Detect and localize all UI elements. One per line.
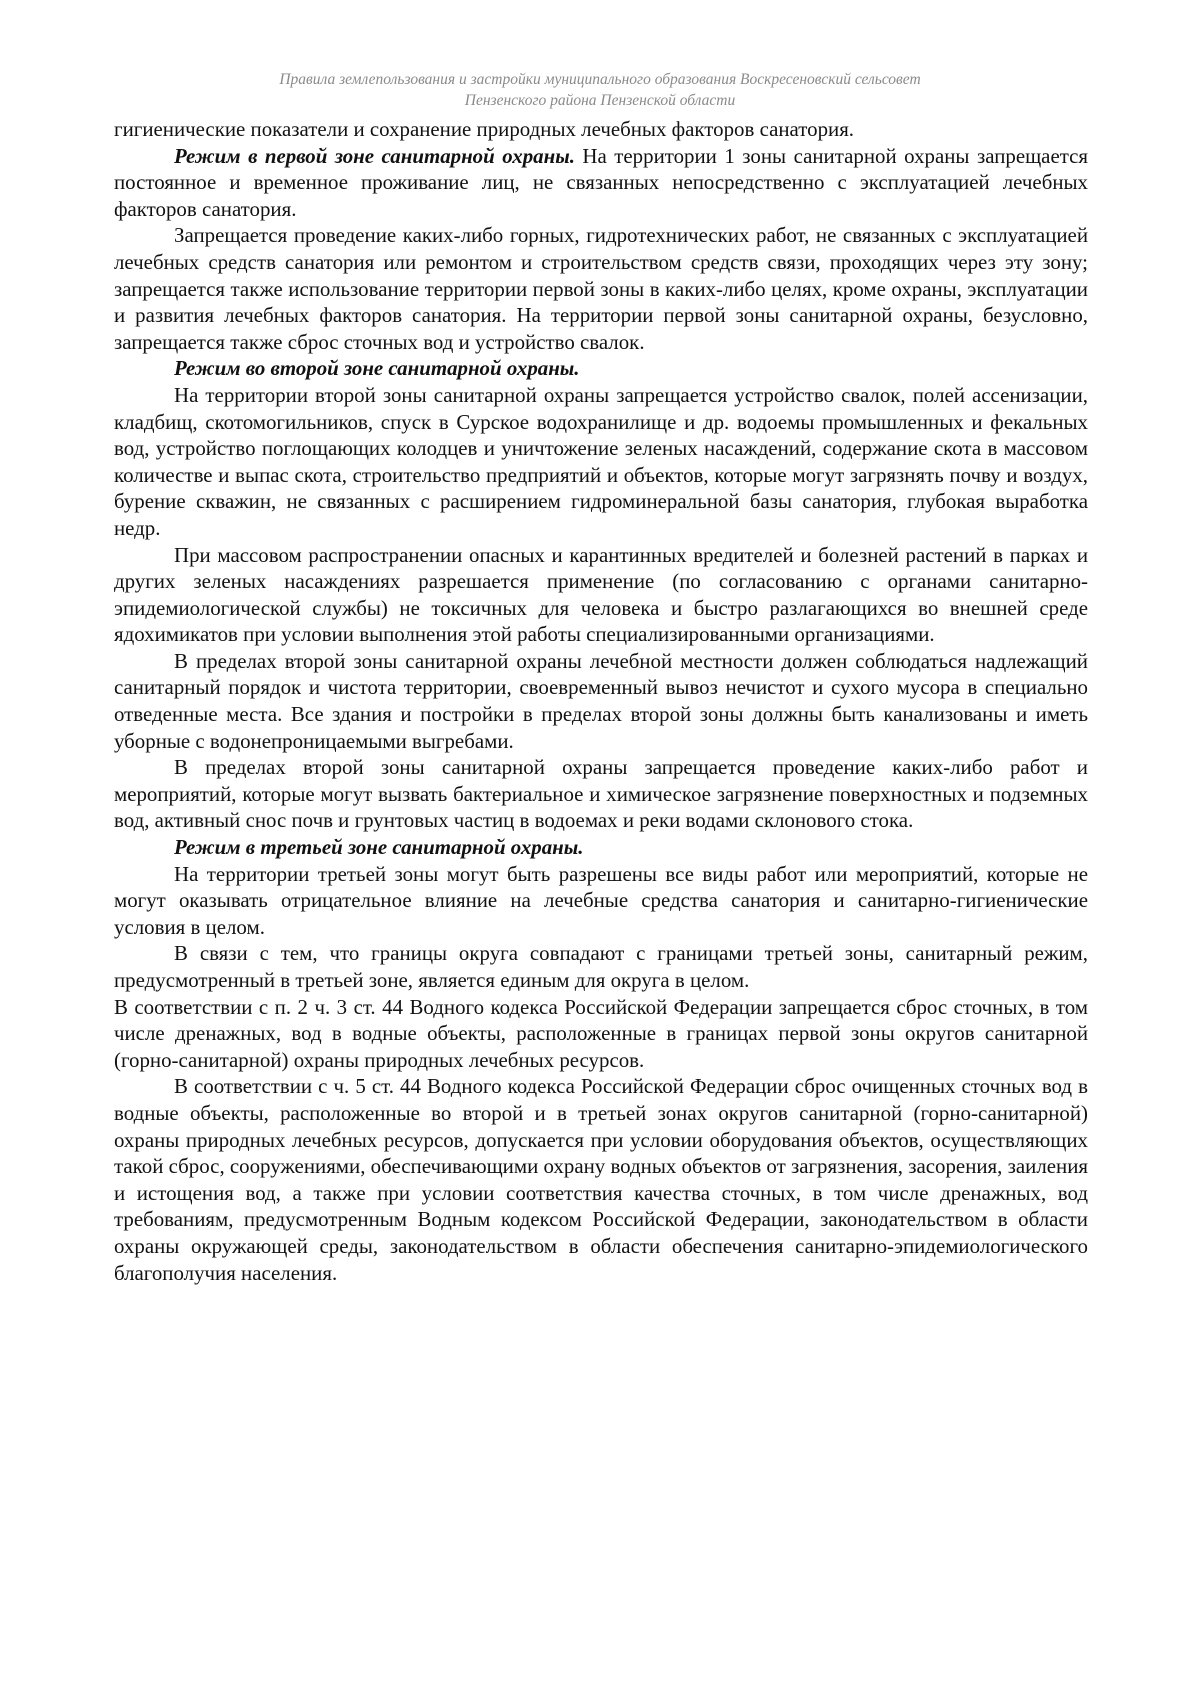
paragraph-zone2-pollution: В пределах второй зоны санитарной охраны запрещается проведение каких-либо работ и мероприятий, которые могут вызвать бактериальное и химическое загрязнение поверхностных и подземных вод, активный снос почв и грунтовых частиц в водоемах и реки водами склонового стока. bbox=[114, 755, 1088, 833]
paragraph-zone2-pesticides: При массовом распространении опасных и карантинных вредителей и болезней растений в парках и других зеленых насаждениях разрешается применение (по согласованию с органами санитарно-эпидемиологической службы) не токсичных для человека и быстро разлагающихся во внешней среде ядохимикатов при условии выполнения этой работы специализированными организациями. bbox=[114, 542, 1088, 647]
paragraph-zone1-prohibitions: Запрещается проведение каких-либо горных, гидротехнических работ, не связанных с эксплуатацией лечебных средств санатория или ремонтом и строительством средств связи, проходящих через эту зону; запрещается также использование территории первой зоны в каких-либо целях, кроме охраны, эксплуатации и развития лечебных факторов санатория. На территории первой зоны санитарной охраны, безусловно, запрещается также сброс сточных вод и устройство свалок. bbox=[114, 223, 1088, 354]
paragraph-zone1-regime bbox=[114, 143, 1088, 223]
heading-zone3: Режим в третьей зоне санитарной охраны. bbox=[174, 835, 584, 860]
paragraph-water-code-zone1: В соответствии с п. 2 ч. 3 ст. 44 Водного кодекса Российской Федерации запрещается сброс сточных, в том числе дренажных, вод в водные объекты, расположенные в границах первой зоны округов санитарной (горно-санитарной) охраны природных лечебных ресурсов. bbox=[114, 994, 1088, 1072]
paragraph-zone3-boundaries: В связи с тем, что границы округа совпадают с границами третьей зоны, санитарный режим, предусмотренный в третьей зоне, является единым для округа в целом. bbox=[114, 941, 1088, 992]
paragraph-water-code-zone2-3: В соответствии с ч. 5 ст. 44 Водного кодекса Российской Федерации сброс очищенных сточных вод в водные объекты, расположенные во второй и в третьей зонах округов санитарной (горно-санитарной) охраны природных лечебных ресурсов, допускается при условии оборудования объектов, осуществляющих такой сброс, сооружениями, обеспечивающими охрану водных объектов от загрязнения, засорения, заиления и истощения вод, а также при условии соответствия качества сточных, в том числе дренажных, вод требованиям, предусмотренным Водным кодексом Российской Федерации, законодательством в области охраны окружающей среды, законодательством в области обеспечения санитарно-эпидемиологического благополучия населения. bbox=[114, 1074, 1088, 1285]
paragraph-zone1-text: На территории 1 зоны санитарной охраны запрещается постоянное и временное проживание лиц, не связанных непосредственно с эксплуатацией лечебных факторов санатория. bbox=[114, 143, 1088, 221]
document-body bbox=[114, 116, 1088, 1286]
heading-zone1: Режим в первой зоне санитарной охраны. bbox=[174, 143, 575, 168]
paragraph-continuation: гигиенические показатели и сохранение природных лечебных факторов санатория. bbox=[114, 117, 855, 141]
running-header-line1: Правила землепользования и застройки муниципального образования Воскресеновский сельсовет bbox=[279, 71, 921, 88]
paragraph-zone2-sanitation: В пределах второй зоны санитарной охраны лечебной местности должен соблюдаться надлежащий санитарный порядок и чистота территории, своевременный вывоз нечистот и сухого мусора в специально отведенные места. Все здания и постройки в пределах второй зоны должны быть канализованы и иметь уборные с водонепроницаемыми выгребами. bbox=[114, 648, 1088, 753]
heading-zone2: Режим во второй зоне санитарной охраны. bbox=[174, 356, 580, 381]
running-header-line2: Пензенского района Пензенской области bbox=[464, 92, 736, 109]
paragraph-zone3-works: На территории третьей зоны могут быть разрешены все виды работ или мероприятий, которые не могут оказывать отрицательное влияние на лечебные средства санатория и санитарно-гигиенические условия в целом. bbox=[114, 861, 1088, 939]
paragraph-zone2-prohibitions: На территории второй зоны санитарной охраны запрещается устройство свалок, полей ассенизации, кладбищ, скотомогильников, спуск в Сурское водохранилище и др. водоемы промышленных и фекальных вод, устройство поглощающих колодцев и уничтожение зеленых насаждений, содержание скота в массовом количестве и выпас скота, строительство предприятий и объектов, которые могут загрязнять почву и воздух, бурение скважин, не связанных с расширением гидроминеральной базы санатория, глубокая выработка недр. bbox=[114, 382, 1088, 540]
